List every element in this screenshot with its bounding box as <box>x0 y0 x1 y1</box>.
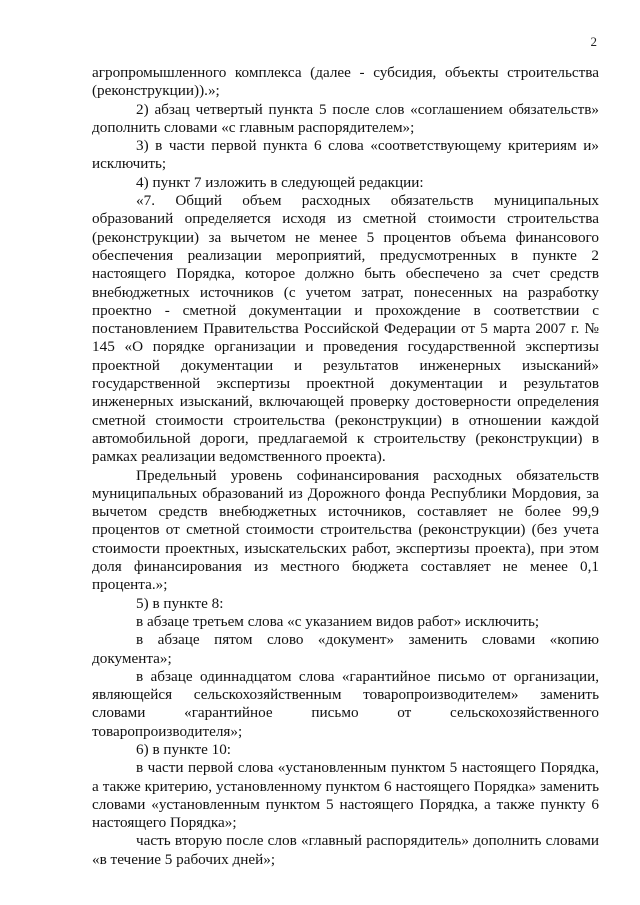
paragraph: в абзаце пятом слово «документ» заменить словами «копию документа»; <box>92 631 599 667</box>
paragraph: «7. Общий объем расходных обязательств муниципальных образований определяется исходя из сметной стоимости строительства (реконструкции) за вычетом не менее 5 процентов объема финансового обеспечения реализации мероприятий, предусмотренных в пункте 2 настоящего Порядка, которое должно быть обеспечено за счет средств внебюджетных источников (с учетом затрат, понесенных на разработку проектно - сметной документации и прохождение в соответствии с постановлением Правительства Российской Федерации от 5 марта 2007 г. № 145 «О порядке организации и проведения государственной экспертизы проектной документации и результатов инженерных изысканий» государственной экспертизы проектной документации и результатов инженерных изысканий, включающей проверку достоверности определения сметной стоимости строительства (реконструкции) в отношении каждой автомобильной дороги, предлагаемой к строительству (реконструкции) в рамках реализации ведомственного проекта). <box>92 192 599 466</box>
paragraph: в абзаце одиннадцатом слова «гарантийное письмо от организации, являющейся сельскохозяйственным товаропроизводителем» заменить словами «гарантийное письмо от сельскохозяйственного товаропроизводителя»; <box>92 667 599 740</box>
paragraph: 5) в пункте 8: <box>136 594 224 612</box>
paragraph: 4) пункт 7 изложить в следующей редакции: <box>136 173 424 191</box>
paragraph: часть вторую после слов «главный распорядитель» дополнить словами «в течение 5 рабочих дней»; <box>92 832 599 868</box>
paragraph: Предельный уровень софинансирования расходных обязательств муниципальных образований из Дорожного фонда Республики Мордовия, за вычетом средств внебюджетных источников, составляет не более 99,9 процентов от сметной стоимости строительства (реконструкции) (без учета стоимости проектных, изыскательских работ, экспертизы проекта), при этом доля финансирования из местного бюджета составляет не менее 0,1 процента.»; <box>92 466 599 594</box>
paragraph: в абзаце третьем слова «с указанием видов работ» исключить; <box>136 612 540 630</box>
document-body <box>92 64 599 869</box>
paragraph: агропромышленного комплекса (далее - субсидия, объекты строительства (реконструкции)).»; <box>92 64 599 100</box>
page-number: 2 <box>590 34 597 49</box>
paragraph: 3) в части первой пункта 6 слова «соответствующему критериям и» исключить; <box>92 137 599 173</box>
paragraph: в части первой слова «установленным пунктом 5 настоящего Порядка, а также критерию, установленному пунктом 6 настоящего Порядка» заменить словами «установленным пунктом 5 настоящего Порядка, а также пункту 6 настоящего Порядка»; <box>92 759 599 832</box>
paragraph: 6) в пункте 10: <box>136 740 232 758</box>
paragraph: 2) абзац четвертый пункта 5 после слов «соглашением обязательств» дополнить словами «с главным распорядителем»; <box>92 100 599 136</box>
